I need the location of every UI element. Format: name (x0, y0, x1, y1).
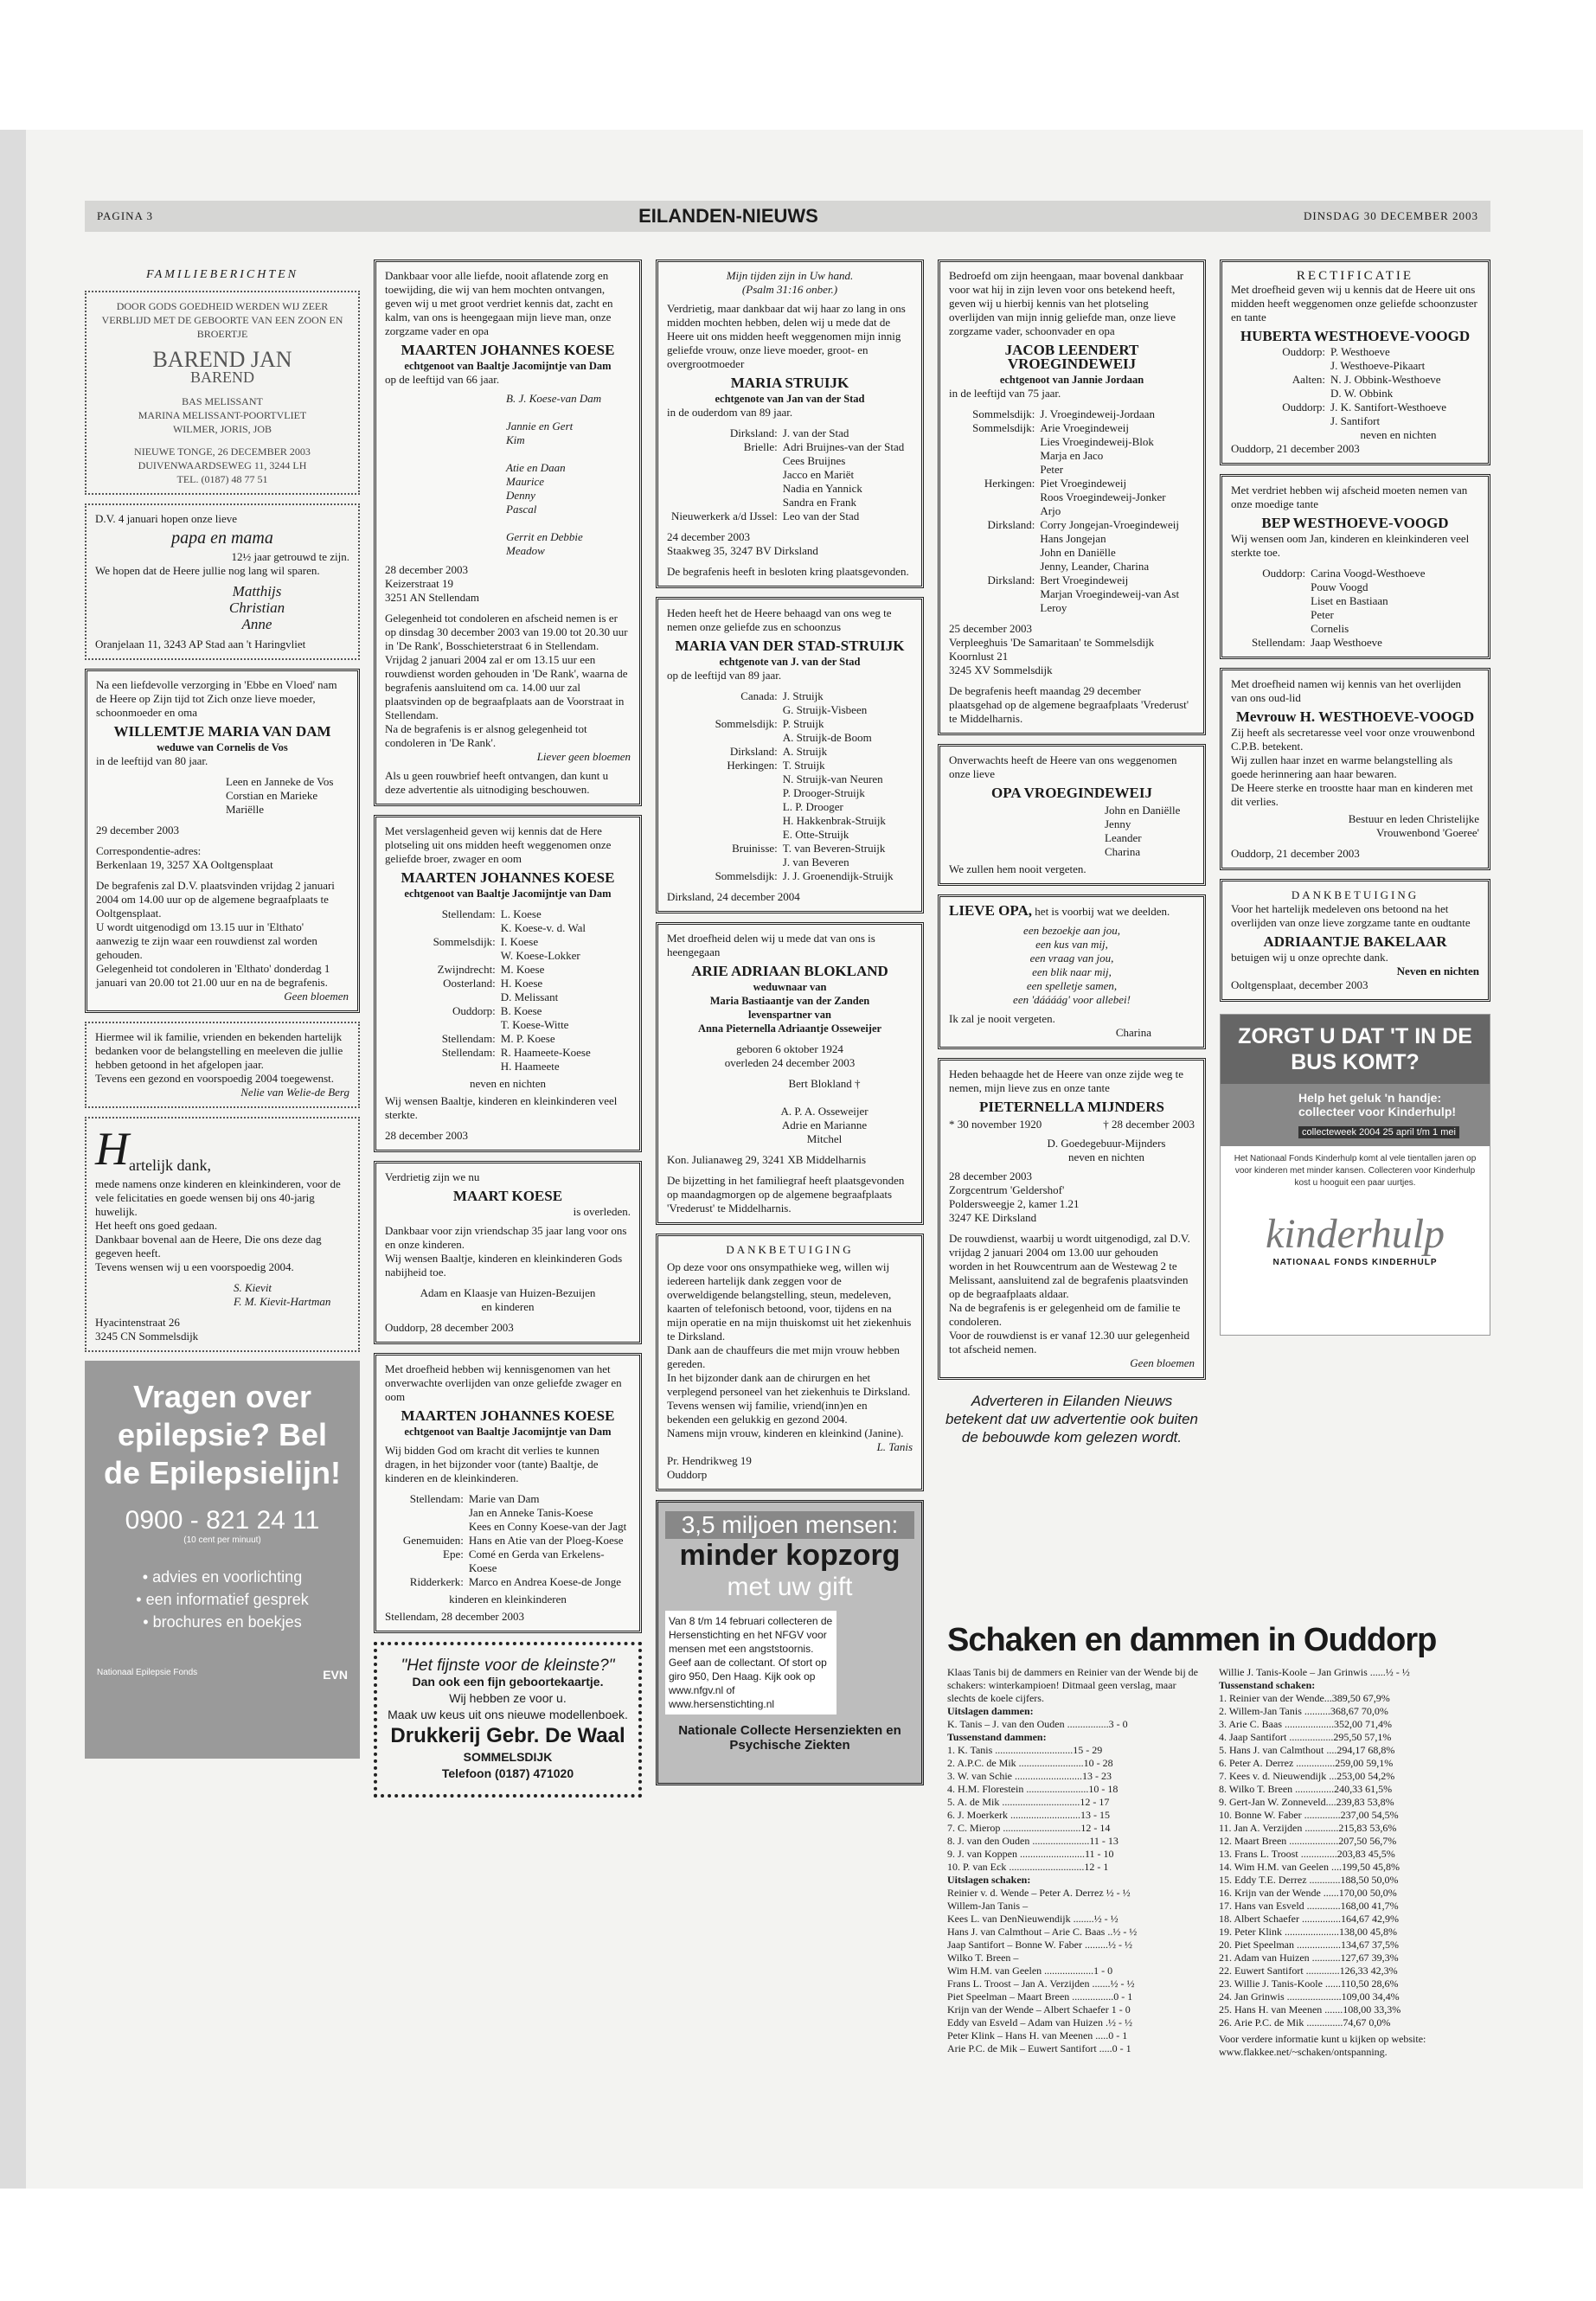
rectification-date: Ouddorp, 21 december 2003 (1231, 442, 1360, 455)
family-row: Sommelsdijk: J. J. Groenendijk-Struijk (715, 869, 894, 882)
obituary-age: op de leeftijd van 89 jaar. (667, 669, 782, 682)
brain-collection-ad[interactable] (656, 1500, 924, 1785)
kinderhulp-ad[interactable] (1220, 1014, 1490, 1336)
obituary-text: Gelegenheid tot condoleren en afscheid nemen is er op dinsdag 30 december 2003 van 19.00 tot 20.30 uur in 'De Rank', Bosschieterstraat 6 in Stellendam. Vrijdag 2 januari 2004 zal er om 13.15 uur een rouwdienst worden gehouden in 'De Rank', waarna de begrafenis aansluitend om ca. 14.00 uur zal plaatsvinden op de begraafplaats aan de Voorstraat in Stellendam. Na de begrafenis is er alsnog gelegenheid tot condoleren in 'De Rank'. (385, 612, 628, 749)
thanks-address: Hyacintenstraat 26 3245 CN Sommelsdijk (95, 1316, 199, 1343)
chess-line: 4. H.M. Florestein ........................10 - 18 (947, 1783, 1118, 1795)
obituary-text: De begrafenis zal D.V. plaatsvinden vrijdag 2 januari 2004 om 14.00 uur op de algemene begraafplaats te Ooltgensplaat. U wordt uitgenodigd om 13.15 uur in 'Elthato' aanwezig te zijn waar een rouwdienst zal worden gehouden. Gelegenheid tot condoleren in 'Elthato' donderdag 1 januari van 20.00 tot 21.00 uur en na de begrafenis. (96, 879, 335, 989)
obituary-vroegindeweij (938, 260, 1206, 735)
obituary-flowers: Liever geen bloemen (536, 750, 631, 763)
thanks-signature: L. Tanis (876, 1440, 913, 1453)
chess-line: K. Tanis – J. van den Ouden ................3 - 0 (947, 1718, 1128, 1730)
poem-signature: Charina (1115, 1026, 1151, 1039)
obituary-family: D. Goedegebuur-Mijnders neven en nichten (1047, 1137, 1166, 1163)
obituary-age: in de ouderdom van 89 jaar. (667, 406, 793, 419)
obituary-intro: Heden heeft het de Heere behaagd van ons weg te nemen onze geliefde zus en schoonzus (667, 606, 892, 633)
obituary-age: in de leeftijd van 80 jaar. (96, 754, 208, 767)
thanks-text: betuigen wij u onze oprechte dank. (1231, 951, 1388, 964)
obituary-name: MAART KOESE (452, 1188, 563, 1204)
chess-line: 16. Krijn van der Wende ......170,00 50,0% (1219, 1887, 1397, 1899)
birth-name: BAREND JAN (152, 347, 292, 372)
obituary-date: Stellendam, 28 december 2003 (385, 1610, 525, 1623)
chess-line: 1. K. Tanis ..............................15 - 29 (947, 1744, 1103, 1756)
chess-line: Frans L. Troost – Jan A. Verzijden .......½ - ½ (947, 1977, 1135, 1990)
obituary-lieve-opa (938, 894, 1206, 1049)
obituary-intro: Onverwachts heeft de Heere van ons weggenomen onze lieve (949, 753, 1177, 780)
obituary-flowers: Geen bloemen (284, 990, 349, 1003)
obituary-opa (938, 744, 1206, 886)
chess-line: Willie J. Tanis-Koole – Jan Grinwis ......½ - ½ (1219, 1666, 1410, 1678)
obituary-correspondence: Correspondentie-adres: Berkenlaan 19, 3257 XA Ooltgensplaat (96, 844, 273, 871)
family-row: Sommelsdijk: P. Struijk A. Struijk-de Boom (715, 717, 872, 744)
rectification-name: HUBERTA WESTHOEVE-VOOGD (1240, 328, 1471, 344)
kinderhulp-title: ZORGT U DAT 'T IN DE BUS KOMT? (1221, 1015, 1490, 1084)
thanks-title: DANKBETUIGING (726, 1243, 854, 1256)
thanks-text: Op deze voor ons onsympathieke weg, willen wij iedereen hartelijk dank zeggen voor de overweldigende belangstelling, steun, medeleven, kaarten of telefonisch betoond, voor, tijdens en na mijn operatie en na mijn thuiskomst uit het ziekenhuis te Dirksland. Dank aan de chauffeurs die met mijn vrouw hebben gereden. In het bijzonder dank aan de chirurgen en het verplegend personeel van het ziekenhuis te Dirksland. Tevens wensen wij familie, vriend(inn)en en bekenden een gelukkig en gezond 2004. Namens mijn vrouw, kinderen en kleinkind (Janine). (667, 1260, 912, 1439)
anniversary-intro: D.V. 4 januari hopen onze lieve (95, 512, 238, 525)
kinderhulp-sub: NATIONAAL FONDS KINDERHULP (1272, 1258, 1438, 1267)
anniversary-wish: We hopen dat de Heere jullie nog lang wil sparen. (95, 564, 320, 577)
obituary-name: MAARTEN JOHANNES KOESE (401, 342, 615, 358)
poem-text: een bezoekje aan jou, een kus van mij, een vraag van jou, een blik naar mij, een spelletje samen, een 'dáááág' voor allebei! (1013, 924, 1131, 1006)
epilepsy-item: • een informatief gesprek (136, 1591, 309, 1608)
chess-line: 6. Peter A. Derrez ...............259,00 59,1% (1219, 1757, 1394, 1769)
obituary-wish: Wij wensen Baaltje, kinderen en kleinkinderen veel sterkte. (385, 1094, 618, 1121)
family-row: Dirksland: A. Struijk (729, 745, 828, 758)
chess-line: 22. Euwert Santifort .............126,33 42,3% (1219, 1965, 1398, 1977)
printer-name: Drukkerij Gebr. De Waal (390, 1724, 625, 1747)
obituary-name: MARIA VAN DER STAD-STRUIJK (675, 638, 905, 654)
obituary-date: Ouddorp, 28 december 2003 (385, 1321, 514, 1334)
family-row: Ouddorp: J. K. Santifort-Westhoeve J. Santifort (1282, 401, 1447, 427)
obituary-intro: Verdrietig, maar dankbaar dat wij haar zo lang in ons midden mochten hebben, delen wij u mede dat de Heere uit ons midden heeft weggenomen mijn innig geliefde vrouw, onze lieve moeder, groot- en overgrootmoeder (667, 302, 906, 370)
family-row: Nieuwerkerk a/d IJssel: Leo van der Stad (671, 510, 860, 522)
page-header (85, 201, 1490, 232)
family-row: Stellendam: L. Koese K. Koese-v. d. Wal (441, 907, 586, 934)
chess-line: 6. J. Moerkerk ...........................13 - 15 (947, 1809, 1110, 1821)
epilepsy-item: • advies en voorlichting (142, 1568, 303, 1586)
obituary-name: ARIE ADRIAAN BLOKLAND (691, 963, 888, 979)
obituary-intro: Met droefheid namen wij kennis van het overlijden van ons oud-lid (1231, 677, 1462, 704)
printer-ad[interactable] (374, 1642, 642, 1798)
chess-line: 9. J. van Koppen .........................11 - 10 (947, 1848, 1114, 1860)
issue-date: DINSDAG 30 DECEMBER 2003 (1303, 209, 1478, 222)
chess-heading: Tussenstand schaken: (1219, 1679, 1316, 1691)
obituary-koese-4 (374, 1353, 642, 1633)
chess-line: 1. Reinier van der Wende...389,50 67,9% (1219, 1692, 1390, 1704)
page-number: PAGINA 3 (97, 209, 153, 222)
chess-line: 8. J. van den Ouden ......................11 - 13 (947, 1835, 1118, 1847)
thanks-intro: Voor het hartelijk medeleven ons betoond na het overlijden van onze lieve zorgzame tante en oudtante (1231, 902, 1471, 929)
initial-letter: H (95, 1123, 129, 1175)
obituary-name: MAARTEN JOHANNES KOESE (401, 869, 615, 886)
chess-line: 2. Willem-Jan Tanis ..........368,67 70,0% (1219, 1705, 1388, 1717)
column-3 (656, 260, 924, 1785)
chess-line: Hans J. van Calmthout – Arie C. Baas ..½ - ½ (947, 1926, 1138, 1938)
thanks-date: Ooltgensplaat, december 2003 (1231, 978, 1368, 991)
obituary-intro: Met verdriet hebben wij afscheid moeten nemen van onze moedige tante (1231, 484, 1468, 510)
printer-line: Wij hebben ze voor u. (449, 1691, 567, 1705)
column-4 (938, 260, 1206, 1450)
birth-intro: DOOR GODS GOEDHEID WERDEN WIJ ZEER VERBLIJD MET DE GEBOORTE VAN EEN ZOON EN BROERTJE (101, 300, 343, 340)
obituary-text: De begrafenis heeft in besloten kring plaatsgevonden. (667, 565, 909, 578)
obituary-intro: Bedroefd om zijn heengaan, maar bovenal dankbaar voor wat hij in zijn leven voor ons betekend heeft, geven wij u hierbij kennis van het plotseling overlijden van mijn innig geliefde man, onze lieve zorgzame vader, schoonvader en opa (949, 269, 1184, 337)
chess-line: 3. W. van Schie ..........................13 - 23 (947, 1770, 1112, 1782)
epilepsy-item: • brochures en boekjes (143, 1613, 302, 1631)
epilepsy-ad[interactable] (85, 1361, 360, 1759)
family-row: Sommelsdijk: I. Koese W. Koese-Lokker (433, 935, 580, 962)
obituary-family: Leen en Janneke de Vos Corstian en Marieke Mariëlle (226, 775, 334, 816)
obituary-koese-3 (374, 1161, 642, 1344)
obituary-struijk-2 (656, 597, 924, 913)
obituary-family: Bert Blokland † A. P. A. Osseweijer Adrie en Marianne Mitchel (780, 1077, 869, 1145)
rectification-title: RECTIFICATIE (1296, 269, 1414, 283)
column-5 (1220, 260, 1490, 1336)
obituary-sub: echtgenoot van Baaltje Jacomijntje van Dam (404, 888, 612, 900)
obituary-text: Dankbaar voor zijn vriendschap 35 jaar lang voor ons en onze kinderen. Wij wensen Baaltje, kinderen en kleinkinderen Gods nabijheid toe. (385, 1224, 627, 1279)
birth-address: NIEUWE TONGE, 26 DECEMBER 2003 DUIVENWAARDSEWEG 11, 3244 LH TEL. (0187) 48 77 51 (134, 445, 311, 485)
family-row: Ouddorp: P. Westhoeve J. Westhoeve-Pikaart (1282, 345, 1426, 372)
thanks-title: DANKBETUIGING (1291, 888, 1420, 901)
chess-line: 14. Wim H.M. van Geelen ....199,50 45,8% (1219, 1861, 1400, 1873)
obituary-van-dam (85, 669, 360, 1013)
obituary-born: * 30 november 1920 (949, 1118, 1042, 1131)
obituary-note: We zullen hem nooit vergeten. (949, 862, 1086, 875)
family-row: Dirksland: Bert Vroegindeweij Marjan Vroegindeweij-van Ast Leroy (987, 574, 1180, 614)
chess-line: Eddy van Esveld – Adam van Huizen .½ - ½ (947, 2016, 1132, 2029)
obituary-sub: echtgenoot van Baaltje Jacomijntje van Dam (404, 1426, 612, 1438)
obituary-sub: echtgenote van Jan van der Stad (715, 393, 865, 405)
chess-line: 21. Adam van Huizen ...........127,67 39,3% (1219, 1952, 1399, 1964)
obituary-intro: Met droefheid hebben wij kennisgenomen van het onverwachte overlijden van onze geliefde zwager en oom (385, 1362, 622, 1403)
obituary-sub: echtgenoot van Baaltje Jacomijntje van Dam (404, 360, 612, 372)
family-row: Bruinisse: T. van Beveren-Struijk J. van Beveren (732, 842, 886, 868)
anniversary-title: papa en mama (171, 529, 273, 548)
family-row: Stellendam: R. Haameete-Koese H. Haameete (441, 1046, 591, 1073)
birth-parents: BAS MELISSANT MARINA MELISSANT-POORTVLIET WILMER, JORIS, JOB (138, 395, 307, 435)
family-row: Herkingen: T. Struijk N. Struijk-van Neuren P. Drooger-Struijk L. P. Drooger H. Hakkenbrak-Struijk E. Otte-Struijk (727, 759, 886, 841)
obituary-gone: is overleden. (573, 1205, 631, 1218)
masthead: EILANDEN-NIEUWS (638, 205, 818, 227)
obituary-died: † 28 december 2003 (1103, 1118, 1195, 1131)
chess-col-right (1219, 1666, 1478, 2059)
family-row: Stellendam: Marie van Dam Jan en Anneke Tanis-Koese Kees en Conny Koese-van der Jagt (409, 1492, 627, 1533)
kinderhulp-text: Het Nationaal Fonds Kinderhulp komt al vele tientallen jaren op voor kinderen met minder kansen. Collecteren voor Kinderhulp kost u hooguit een paar uurtjes. (1234, 1154, 1477, 1188)
chess-line: 10. Bonne W. Faber ..............237,00 54,5% (1219, 1809, 1399, 1821)
obituary-name: OPA VROEGINDEWEIJ (991, 785, 1152, 801)
chess-line: 23. Willie J. Tanis-Koole ......110,50 28,6% (1219, 1977, 1399, 1990)
family-row: Zwijndrecht: M. Koese (437, 963, 545, 976)
obituary-koese-2 (374, 815, 642, 1152)
rectification (1220, 260, 1490, 465)
thanks-signature: S. Kievit F. M. Kievit-Hartman (234, 1281, 331, 1308)
obituary-text: Wij wensen oom Jan, kinderen en kleinkinderen veel sterkte toe. (1231, 532, 1470, 559)
obituary-mijnders (938, 1058, 1206, 1380)
obituary-name: MARIA STRUIJK (730, 375, 849, 391)
chess-line: 4. Jaap Santifort .................295,50 57,1% (1219, 1731, 1392, 1743)
obituary-vrouwenbond (1220, 668, 1490, 870)
obituary-intro: Na een liefdevolle verzorging in 'Ebbe en Vloed' nam de Heere op Zijn tijd tot Zich onze lieve moeder, schoonmoeder en oma (96, 678, 337, 719)
column-2 (374, 260, 642, 1798)
chess-line: Willem-Jan Tanis – (947, 1900, 1029, 1912)
kinderhulp-logo: kinderhulp (1265, 1211, 1445, 1257)
chess-line: Jaap Santifort – Bonne W. Faber .........½ - ½ (947, 1939, 1132, 1951)
printer-place: SOMMELSDIJK (463, 1750, 553, 1764)
obituary-intro: Heden behaagde het de Heere van onze zijde weg te nemen, mijn lieve zus en onze tante (949, 1067, 1184, 1094)
chess-line: 2. A.P.C. de Mik .........................10 - 28 (947, 1757, 1113, 1769)
obituary-more: kinderen en kleinkinderen (449, 1593, 567, 1606)
chess-line: Piet Speelman – Maart Breen ................0 - 1 (947, 1990, 1133, 2003)
obituary-date: Ouddorp, 21 december 2003 (1231, 847, 1360, 860)
obituary-koese-1 (374, 260, 642, 806)
chess-line: Reinier v. d. Wende – Peter A. Derrez ½ - ½ (947, 1887, 1131, 1899)
obituary-date: 28 december 2003 (385, 1129, 469, 1142)
family-row: Dirksland: J. van der Stad (729, 426, 849, 439)
family-row: Aalten: N. J. Obbink-Westhoeve D. W. Obbink (1292, 373, 1441, 400)
evn-logo: EVN (323, 1668, 348, 1682)
chess-line: Peter Klink – Hans H. van Meenen .....0 - 1 (947, 2029, 1128, 2041)
printer-line: Maak uw keus uit ons nieuwe modellenboek. (388, 1708, 628, 1721)
obituary-intro: Dankbaar voor alle liefde, nooit aflatende zorg en toewijding, die wij van hem mochten ontvangen, geven wij u met groot verdriet kennis dat, zacht en kalm, van ons is heengegaan mijn lieve man, onze zorgzame vader en opa (385, 269, 613, 337)
obituary-name: PIETERNELLA MIJNDERS (979, 1099, 1164, 1115)
obituary-address: 25 december 2003 Verpleeghuis 'De Samaritaan' te Sommelsdijk Koornlust 21 3245 XV Sommelsdijk (949, 622, 1155, 676)
section-title: FAMILIEBERICHTEN (145, 268, 299, 281)
obituary-text: Wij bidden God om kracht dit verlies te kunnen dragen, in het bijzonder voor (tante) Baaltje, de kinderen en de kleinkinderen. (385, 1444, 599, 1484)
obituary-sub: weduwnaar van (753, 981, 827, 993)
chess-line: 5. Hans J. van Calmthout ....294,17 68,8% (1219, 1744, 1395, 1756)
obituary-verse: Mijn tijden zijn in Uw hand. (Psalm 31:16 onber.) (726, 269, 854, 296)
obituary-intro: Met droefheid delen wij u mede dat van ons is heengegaan (667, 932, 875, 958)
chess-line: 12. Maart Breen ...................207,50 56,7% (1219, 1835, 1397, 1847)
obituary-sub: Anna Pieternella Adriaantje Osseweijer (697, 1022, 882, 1035)
obituary-text: De rouwdienst, waarbij u wordt uitgenodigd, zal D.V. vrijdag 2 januari 2004 om 13.00 uur gehouden worden in het Rouwcentrum aan de Westewag 2 te Melissant, aansluitend zal de begrafenis plaatsvinden op de begraafplaats aldaar. Na de begrafenis is er gelegenheid om de familie te condoleren. Voor de rouwdienst is er vanaf 12.30 uur gelegenheid tot afscheid nemen. (949, 1232, 1190, 1356)
chess-line: 19. Peter Klink .....................138,00 45,8% (1219, 1926, 1397, 1938)
obituary-signature: Adam en Klaasje van Huizen-Bezuijen en kinderen (420, 1286, 596, 1313)
obituary-family: John en Daniëlle Jenny Leander Charina (1105, 804, 1181, 858)
obituary-struijk-1 (656, 260, 924, 588)
obituary-sub: echtgenoot van Jannie Jordaan (999, 374, 1144, 386)
family-row: Dirksland: Corry Jongejan-Vroegindeweij Hans Jongejan John en Daniëlle Jenny, Leander, Charina (987, 518, 1179, 573)
kinderhulp-help: Help het geluk 'n handje: collecteer voor Kinderhulp! (1221, 1084, 1490, 1122)
ad-text: Van 8 t/m 14 februari collecteren de Hersenstichting en het NFGV voor mensen met een angststoornis. Geef aan de collectant. Of stort op giro 950, Den Haag. Kijk ook op www.nfgv.nl of www.hersenstichting.nl (665, 1611, 836, 1715)
chess-line: 26. Arie P.C. de Mik ..............74,67 0,0% (1219, 2016, 1391, 2029)
chess-line: Arie P.C. de Mik – Euwert Santifort .....0 - 1 (947, 2042, 1131, 2054)
obituary-family: B. J. Koese-van Dam Jannie en Gert Kim Atie en Daan Maurice Denny Pascal Gerrit en Debbie Meadow (506, 392, 602, 557)
poem-note: Ik zal je nooit vergeten. (949, 1012, 1055, 1025)
thanks-name: ADRIAANTJE BAKELAAR (1263, 933, 1447, 950)
column-1 (85, 260, 360, 1759)
chess-line: 8. Wilko T. Breen ...............240,33 61,5% (1219, 1783, 1393, 1795)
rectification-intro: Met droefheid geven wij u kennis dat de Heere uit ons midden heeft weggenomen onze geliefde schoonzuster en tante (1231, 283, 1477, 324)
obituary-date: 29 december 2003 (96, 824, 180, 836)
family-row: Genemuiden: Hans en Atie van der Ploeg-Koese (402, 1534, 624, 1547)
ad-headline: 3,5 miljoen mensen: (665, 1511, 914, 1539)
epilepsy-cost: (10 cent per minuut) (183, 1535, 261, 1545)
chess-line: 7. C. Mierop ..............................12 - 14 (947, 1822, 1111, 1834)
obituary-dates: geboren 6 oktober 1924 overleden 24 december 2003 (724, 1042, 856, 1069)
chess-col-left (947, 1666, 1207, 2059)
chess-line: Wilko T. Breen – (947, 1952, 1019, 1964)
obituary-date: 28 december 2003 Keizerstraat 19 3251 AN Stellendam (385, 563, 480, 604)
obituary-text: De bijzetting in het familiegraf heeft plaatsgevonden op maandagmorgen op de algemene begraafplaats 'Vrederust' te Middelharnis. (667, 1174, 905, 1215)
chess-line: 9. Gert-Jan W. Zonneveld....239,83 53,8% (1219, 1796, 1394, 1808)
obituary-address: 28 december 2003 Zorgcentrum 'Geldershof' Poldersweegje 2, kamer 1.21 3247 KE Dirksland (949, 1170, 1080, 1224)
birth-announcement (85, 291, 360, 495)
obituary-sub: echtgenote van J. van der Stad (719, 656, 861, 668)
obituary-sub: Maria Bastiaantje van der Zanden (709, 995, 870, 1007)
obituary-text: De begrafenis heeft maandag 29 december plaatsgehad op de algemene begraafplaats 'Vrederust' te Middelharnis. (949, 684, 1189, 725)
chess-line: 10. P. van Eck .............................12 - 1 (947, 1861, 1109, 1873)
rectification-more: neven en nichten (1360, 428, 1437, 441)
chess-line: 25. Hans H. van Meenen .......108,00 33,3% (1219, 2003, 1401, 2016)
poem-title: LIEVE OPA, (949, 902, 1033, 919)
chess-line: 15. Eddy T.E. Derrez ............188,50 50,0% (1219, 1874, 1399, 1886)
thanks-kievit (85, 1117, 360, 1352)
page-edge (0, 130, 26, 2189)
family-row: Sommelsdijk: Arie Vroegindeweij Lies Vroegindeweij-Blok Marja en Jaco Peter (972, 421, 1154, 476)
thanks-title: artelijk dank, (129, 1157, 211, 1174)
chess-footer: Voor verdere informatie kunt u kijken op website: www.flakkee.net/~schaken/ontspanning. (1219, 2033, 1426, 2058)
anniversary-address: Oranjelaan 11, 3243 AP Stad aan 't Haringvliet (95, 638, 306, 651)
chess-line: Wim H.M. van Geelen ...................1 - 0 (947, 1965, 1113, 1977)
ad-headline: minder kopzorg (679, 1539, 901, 1572)
family-row: Ouddorp: Carina Voogd-Westhoeve Pouw Voogd Liset en Bastiaan Peter Cornelis (1262, 567, 1426, 635)
anniversary-announcement (85, 503, 360, 660)
obituary-address: 24 december 2003 Staakweg 35, 3247 BV Dirksland (667, 530, 818, 557)
obituary-intro: Verdrietig zijn we nu (385, 1170, 480, 1183)
obituary-blokland (656, 922, 924, 1225)
obituary-text: Zij heeft als secretaresse veel voor onze vrouwenbond C.P.B. betekent. Wij zullen haar inzet en warme belangstelling als goede herinnering aan haar bewaren. De Heere sterke en troostte haar man en kinderen met dit verlies. (1231, 726, 1475, 808)
obituary-name: Mevrouw H. WESTHOEVE-VOOGD (1235, 708, 1475, 725)
family-row: Herkingen: Piet Vroegindeweij Roos Vroegindeweij-Jonker Arjo (984, 477, 1166, 517)
family-row: Oosterland: H. Koese D. Melissant (443, 977, 559, 1003)
chess-line: 18. Albert Schaefer ...............164,67 42,9% (1219, 1913, 1399, 1925)
birth-callname: BAREND (189, 369, 254, 386)
thanks-signature: Nelie van Welie-de Berg (240, 1086, 349, 1099)
obituary-sub: levenspartner van (748, 1009, 831, 1021)
thanks-tanis (656, 1234, 924, 1491)
thanks-text: mede namens onze kinderen en kleinkinderen, voor de vele felicitaties en goede wensen bij ons 40-jarig huwelijk. Het heeft ons goed gedaan. Dankbaar bovenal aan de Heere, Die ons deze dag gegeven heeft. Tevens wensen wij u een voorspoedig 2004. (95, 1177, 341, 1273)
family-row: Canada: J. Struijk G. Struijk-Visbeen (740, 689, 868, 716)
chess-line: 17. Hans van Esveld .............168,00 41,7% (1219, 1900, 1399, 1912)
obituary-note: Als u geen rouwbrief heeft ontvangen, dan kunt u deze advertentie als uitnodiging beschouwen. (385, 769, 609, 796)
chess-line: 24. Jan Grinwis .....................109,00 34,4% (1219, 1990, 1400, 2003)
chess-heading: Uitslagen schaken: (947, 1874, 1031, 1886)
printer-line: Dan ook een fijn geboortekaartje. (412, 1675, 604, 1689)
family-row: Brielle: Adri Bruijnes-van der Stad Cees Bruijnes Jacco en Mariët Nadia en Yannick Sandra en Frank (743, 440, 905, 509)
chess-heading: Tussenstand dammen: (947, 1731, 1047, 1743)
obituary-bep-westhoeve (1220, 474, 1490, 659)
obituary-date: Dirksland, 24 december 2004 (667, 890, 800, 903)
obituary-address: Kon. Julianaweg 29, 3241 XB Middelharnis (667, 1153, 867, 1166)
family-row: Epe: Comé en Gerda van Erkelens-Koese (443, 1548, 605, 1574)
family-row: Ridderkerk: Marco en Andrea Koese-de Jonge (409, 1575, 622, 1588)
chess-intro: Klaas Tanis bij de dammers en Reinier van der Wende bij de schakers: winterkampioen! Ditmaal geen verslag, maar slechts de koele cijfers. (947, 1666, 1198, 1704)
chess-line: 13. Frans L. Troost ..............203,83 45,5% (1219, 1848, 1395, 1860)
obituary-signature: Bestuur en leden Christelijke Vrouwenbond 'Goeree' (1348, 812, 1479, 839)
thanks-signature: Neven en nichten (1396, 965, 1479, 977)
chess-line: 3. Arie C. Baas ...................352,00 71,4% (1219, 1718, 1392, 1730)
thanks-bakelaar (1220, 879, 1490, 1002)
obituary-intro: Met verslagenheid geven wij kennis dat de Here plotseling uit ons midden heeft weggenomen onze geliefde broer, zwager en oom (385, 824, 612, 865)
thanks-address: Pr. Hendrikweg 19 Ouddorp (667, 1454, 752, 1481)
family-row: Ouddorp: B. Koese T. Koese-Witte (452, 1004, 569, 1031)
obituary-name: BEP WESTHOEVE-VOOGD (1261, 515, 1449, 531)
thanks-text: Hiermee wil ik familie, vrienden en bekenden hartelijk bedanken voor de belangstelling en meeleven die jullie hebben getoond in het afgelopen jaar. Tevens een gezond en voorspoedig 2004 toegewenst. (95, 1030, 343, 1085)
chess-line: 7. Kees v. d. Nieuwendijk ...253,00 54,2% (1219, 1770, 1395, 1782)
newspaper-ad-notice: Adverteren in Eilanden Nieuws betekent dat uw advertentie ook buiten de bebouwde kom gelezen wordt. (945, 1393, 1199, 1445)
obituary-age: op de leeftijd van 66 jaar. (385, 373, 500, 386)
obituary-name: MAARTEN JOHANNES KOESE (401, 1407, 615, 1424)
epilepsy-phone: 0900 - 821 24 11 (125, 1506, 320, 1535)
obituary-name: WILLEMTJE MARIA VAN DAM (113, 723, 331, 740)
chess-line: Krijn van der Wende – Albert Schaefer 1 - 0 (947, 2003, 1131, 2016)
thanks-van-welie (85, 1022, 360, 1108)
ad-footer: Nationale Collecte Hersenziekten en Psychische Ziekten (678, 1723, 901, 1753)
epilepsy-title: Vragen over epilepsie? Bel de Epilepsielijn! (103, 1379, 342, 1490)
anniversary-years: 12½ jaar getrouwd te zijn. (231, 550, 349, 563)
obituary-flowers: Geen bloemen (1130, 1356, 1195, 1369)
chess-article (947, 1619, 1490, 2112)
kinderhulp-week: collecteweek 2004 25 april t/m 1 mei (1298, 1126, 1459, 1138)
obituary-name: JACOB LEENDERT VROEGINDEWEIJ (1004, 342, 1139, 372)
ad-headline: met uw gift (727, 1573, 853, 1601)
poem-title-cont: het is voorbij wat we deelden. (1035, 905, 1170, 918)
printer-phone: Telefoon (0187) 471020 (441, 1766, 574, 1780)
epilepsy-fund: Nationaal Epilepsie Fonds (97, 1668, 198, 1677)
family-row: Stellendam: M. P. Koese (441, 1032, 555, 1045)
family-row: Stellendam: Jaap Westhoeve (1251, 636, 1382, 649)
family-row: Sommelsdijk: J. Vroegindeweij-Jordaan (972, 407, 1155, 420)
printer-quote: "Het fijnste voor de kleinste?" (401, 1657, 615, 1675)
chess-line: 5. A. de Mik ..............................12 - 17 (947, 1796, 1110, 1808)
anniversary-signature: Matthijs Christian Anne (228, 583, 285, 632)
chess-line: 11. Jan A. Verzijden .............215,83 53,6% (1219, 1822, 1397, 1834)
chess-line: 20. Piet Speelman .................134,67 37,5% (1219, 1939, 1399, 1951)
chess-line: Kees L. van DenNieuwendijk ........½ - ½ (947, 1913, 1118, 1925)
chess-title: Schaken en dammen in Ouddorp (947, 1622, 1437, 1658)
obituary-more: neven en nichten (469, 1077, 547, 1090)
chess-heading: Uitslagen dammen: (947, 1705, 1034, 1717)
obituary-sub: weduwe van Cornelis de Vos (157, 741, 288, 753)
obituary-age: in de leeftijd van 75 jaar. (949, 387, 1061, 400)
